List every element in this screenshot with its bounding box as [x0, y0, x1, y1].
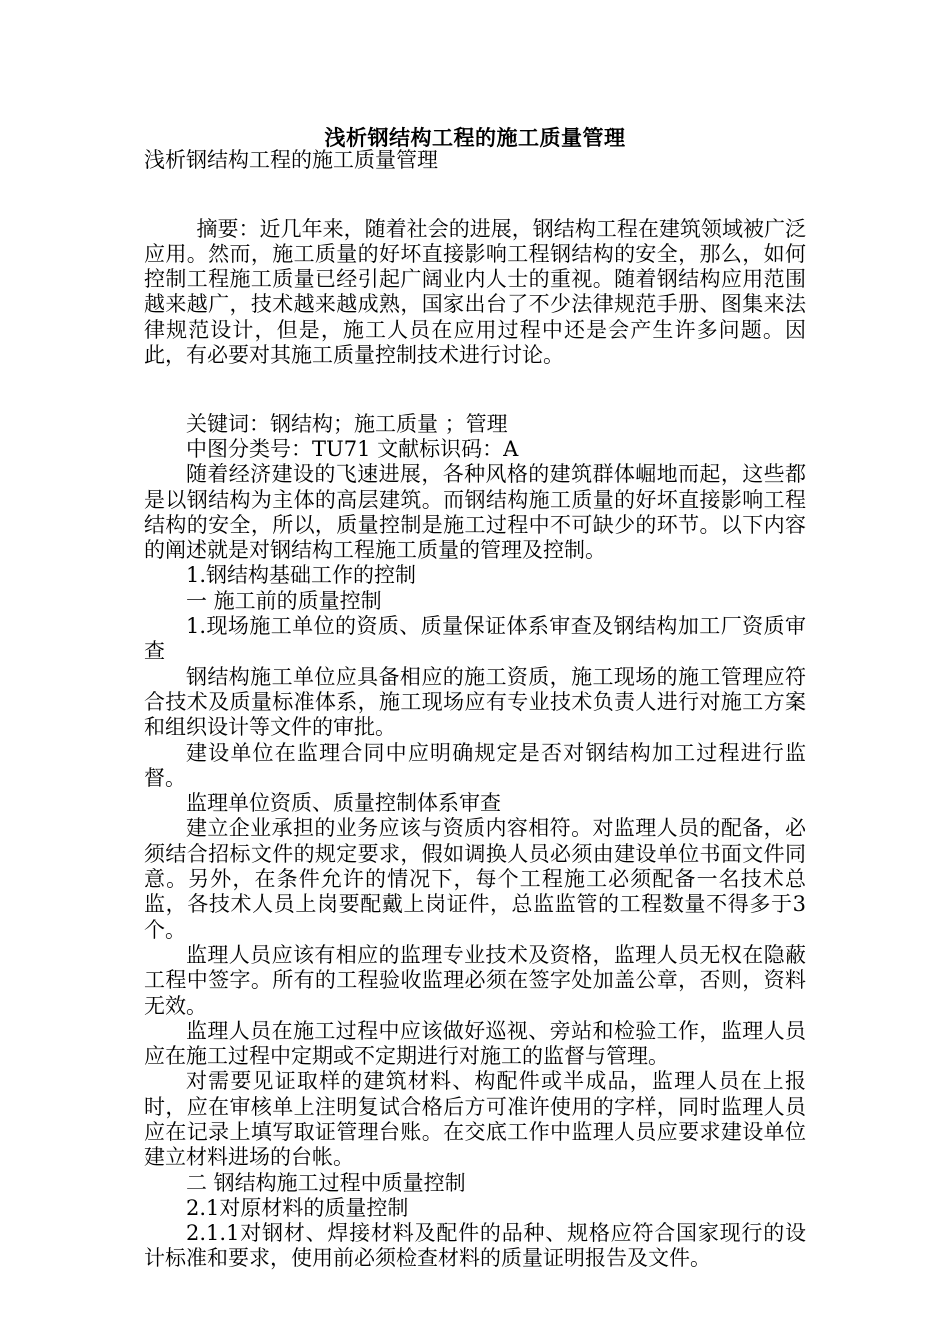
body-paragraph: 钢结构施工单位应具备相应的施工资质，施工现场的施工管理应符合技术及质量标准体系，施工现场应有专业技术负责人进行对施工方案和组织设计等文件的审批。: [144, 664, 806, 740]
blank-line: [144, 173, 806, 198]
body-paragraph: 监理人员应该有相应的监理专业技术及资格，监理人员无权在隐蔽工程中签字。所有的工程验收监理必须在签字处加盖公章，否则，资料无效。: [144, 942, 806, 1018]
body-paragraph: 监理人员在施工过程中应该做好巡视、旁站和检验工作，监理人员应在施工过程中定期或不定期进行对施工的监督与管理。: [144, 1018, 806, 1069]
document-title: 浅析钢结构工程的施工质量管理: [324, 126, 626, 150]
blank-line: [144, 199, 806, 217]
body-paragraph: 对需要见证取样的建筑材料、构配件或半成品，监理人员在上报时，应在审核单上注明复试合格后方可准许使用的字样，同时监理人员应在记录上填写取证管理台账。在交底工作中监理人员应要求建设单位建立材料进场的台帐。: [144, 1069, 806, 1170]
body-paragraph: 建设单位在监理合同中应明确规定是否对钢结构加工过程进行监督。: [144, 740, 806, 790]
body-paragraph: 随着经济建设的飞速进展，各种风格的建筑群体崛地而起，这些都是以钢结构为主体的高层建筑。而钢结构施工质量的好坏直接影响工程结构的安全，所以，质量控制是施工过程中不可缺少的环节。以下内容的阐述就是对钢结构工程施工质量的管理及控制。: [144, 462, 806, 563]
document-body: [144, 148, 806, 1272]
section-heading: 一 施工前的质量控制: [186, 588, 382, 613]
body-paragraph: 2.1.1对钢材、焊接材料及配件的品种、规格应符合国家现行的设计标准和要求，使用前必须检查材料的质量证明报告及文件。: [144, 1221, 806, 1271]
document-subtitle: 浅析钢结构工程的施工质量管理: [144, 148, 438, 172]
blank-line: [144, 394, 806, 412]
classification-line: 中图分类号：TU71 文献标识码：A: [186, 436, 519, 461]
subsection-heading: 2.1对原材料的质量控制: [186, 1195, 409, 1220]
section-heading: 二 钢结构施工过程中质量控制: [186, 1170, 466, 1195]
section-heading: 1.钢结构基础工作的控制: [186, 563, 417, 588]
blank-line: [144, 368, 806, 393]
body-paragraph: 建立企业承担的业务应该与资质内容相符。对监理人员的配备，必须结合招标文件的规定要求，假如调换人员必须由建设单位书面文件同意。另外，在条件允许的情况下，每个工程施工必须配备一名技术总监，各技术人员上岗要配戴上岗证件，总监监管的工程数量不得多于3个。: [144, 816, 806, 942]
abstract-paragraph: 摘要：近几年来，随着社会的进展，钢结构工程在建筑领域被广泛应用。然而，施工质量的好坏直接影响工程钢结构的安全，那么，如何控制工程施工质量已经引起广阔业内人士的重视。随着钢结构应用范围越来越广，技术越来越成熟，国家出台了不少法律规范手册、图集来法律规范设计，但是，施工人员在应用过程中还是会产生许多问题。因此，有必要对其施工质量控制技术进行讨论。: [144, 216, 806, 368]
subsection-heading: 监理单位资质、质量控制体系审查: [186, 791, 501, 816]
subsection-heading: 1.现场施工单位的资质、质量保证体系审查及钢结构加工厂资质审查: [144, 614, 806, 664]
keywords-line: 关键词：钢结构；施工质量 ；管理: [186, 411, 508, 436]
